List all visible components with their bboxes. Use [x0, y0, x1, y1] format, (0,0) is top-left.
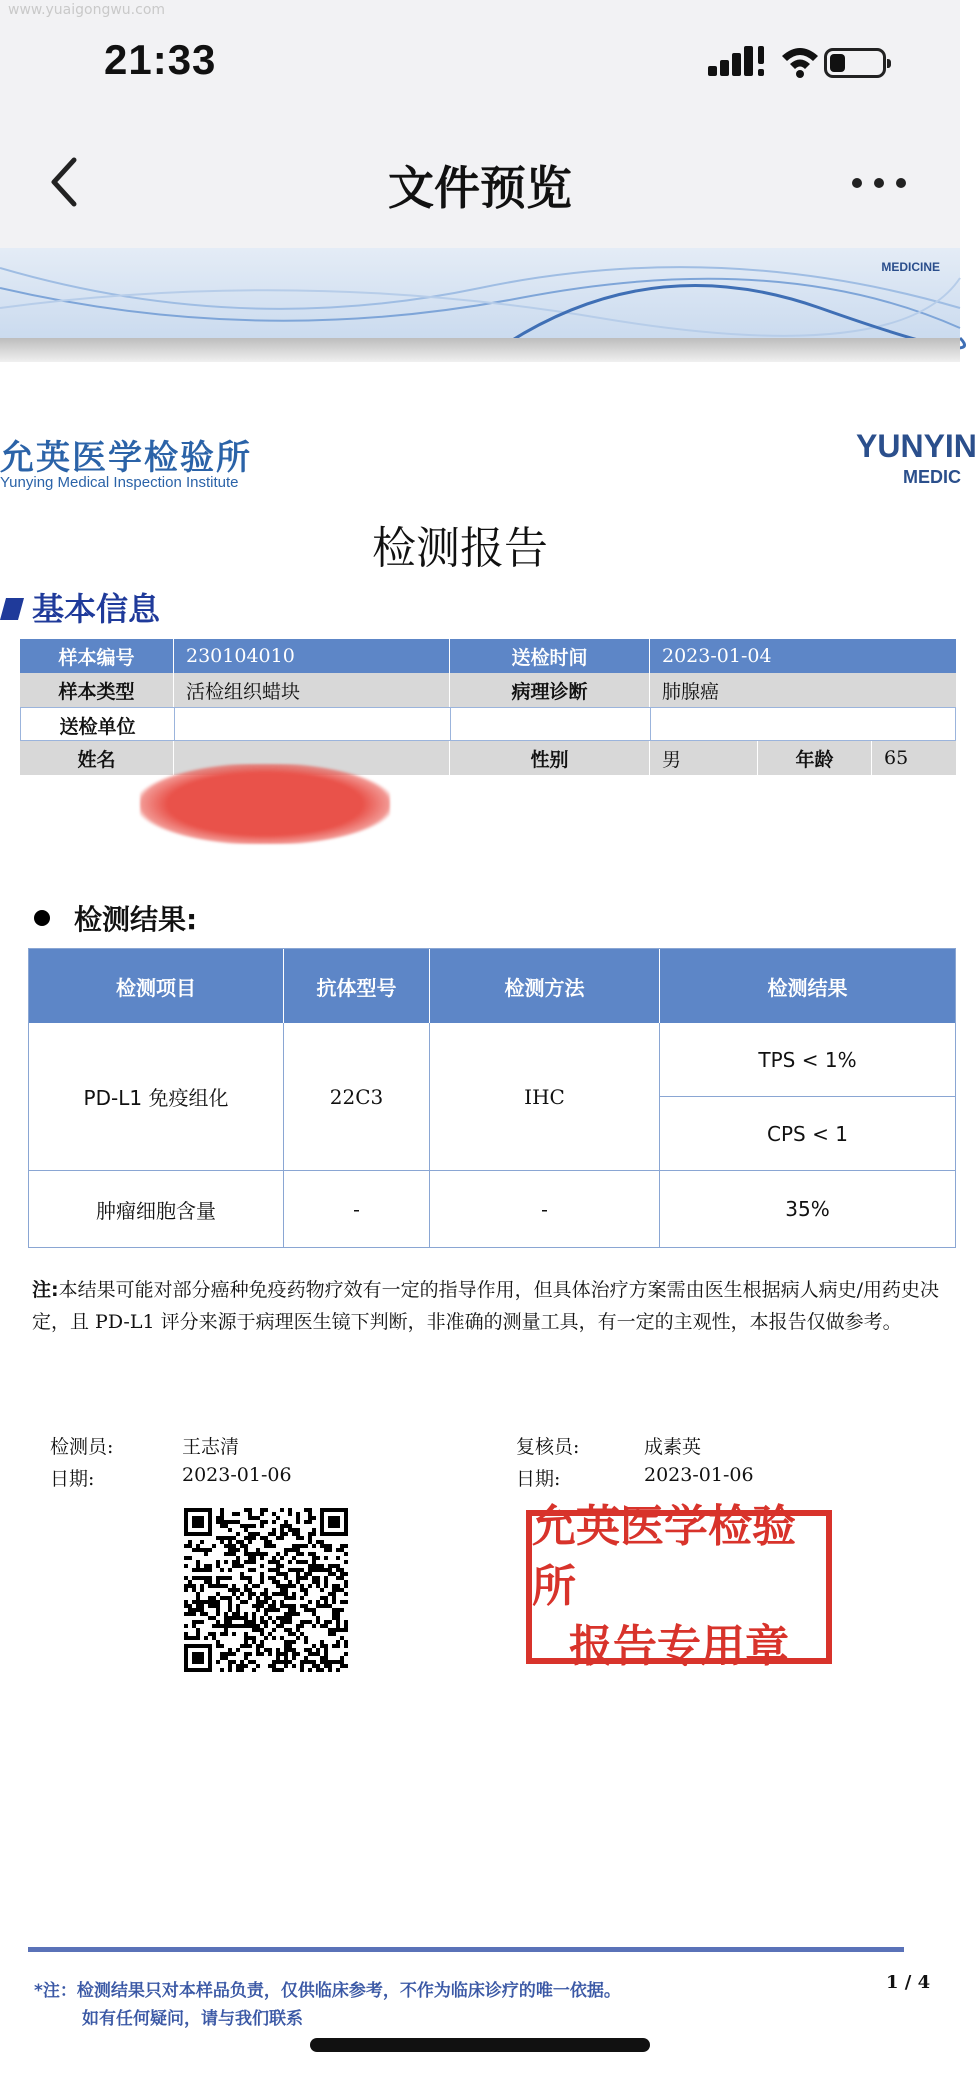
more-button[interactable] — [852, 168, 908, 196]
gender-label: 性别 — [450, 741, 650, 775]
sample-type-value: 活检组织蜡块 — [174, 673, 450, 707]
footer-divider — [28, 1947, 904, 1952]
info-row — [20, 639, 956, 673]
status-icons — [708, 44, 898, 84]
inspector-date-label: 日期: — [50, 1468, 95, 1490]
more-icon — [852, 178, 862, 188]
inspector-date: 2023-01-06 — [182, 1464, 292, 1486]
watermark: www.yuaigongwu.com — [8, 2, 166, 18]
report-note — [32, 1274, 940, 1338]
gender-value: 男 — [650, 741, 758, 775]
brand-logo-right-sub: MEDIC — [903, 467, 961, 487]
info-row — [20, 707, 956, 741]
report-page[interactable] — [0, 362, 977, 2079]
previous-page-strip[interactable] — [0, 248, 960, 348]
note-text: 本结果可能对部分癌种免疫药物疗效有一定的指导作用，但具体治疗方案需由医生根据病人病史/用药史决定，且 PD-L1 评分来源于病理医生镜下判断，非准确的测量工具，有一定的主观性，本报告仅做参考。 — [32, 1279, 940, 1333]
age-value: 65 — [884, 747, 909, 769]
report-title: 检测报告 — [372, 523, 548, 574]
table-cell-tps: TPS < 1% — [660, 1023, 955, 1097]
header-method: 检测方法 — [430, 949, 660, 1023]
inspector-label: 检测员: — [50, 1436, 114, 1458]
footer-note: *注：检测结果只对本样品负责，仅供临床参考，不作为临床诊疗的唯一依据。 — [34, 1981, 621, 2001]
page-title: 文件预览 — [388, 161, 572, 215]
status-time: 21:33 — [104, 36, 217, 83]
basic-info-table — [20, 639, 956, 776]
signal-icon — [708, 44, 768, 80]
brand-logo-right: YUNYIN — [856, 428, 977, 464]
wifi-icon — [780, 44, 820, 80]
logo-chinese: 允英医学检验所 — [0, 438, 252, 478]
table-cell-cps: CPS < 1 — [660, 1097, 955, 1171]
unit-value — [175, 708, 451, 742]
info-row — [20, 673, 956, 707]
wave-decoration — [0, 248, 960, 348]
stamp-line-1: 允英医学检验所 — [532, 1501, 796, 1612]
results-table-header — [29, 949, 955, 1023]
page-separator — [0, 338, 960, 362]
submit-time-value: 2023-01-04 — [662, 645, 772, 667]
header-item: 检测项目 — [29, 949, 284, 1023]
diagnosis-label: 病理诊断 — [450, 673, 650, 707]
age-label: 年龄 — [758, 741, 872, 775]
inspector-name: 王志清 — [182, 1436, 240, 1458]
sample-no-value: 230104010 — [174, 639, 450, 673]
home-indicator[interactable] — [310, 2038, 650, 2052]
sample-no-label: 样本编号 — [20, 639, 174, 673]
name-label: 姓名 — [20, 741, 174, 775]
reviewer-label: 复核员: — [516, 1436, 580, 1458]
section-results: 检测结果: — [74, 903, 198, 936]
reviewer-date-label: 日期: — [516, 1468, 561, 1490]
table-cell-method: - — [430, 1171, 660, 1247]
stamp-line-2: 报告专用章 — [569, 1621, 789, 1672]
battery-icon — [824, 48, 886, 78]
section-basic-info: 基本信息 — [32, 590, 161, 628]
section-marker-icon — [0, 598, 24, 620]
top-bar — [0, 0, 960, 248]
official-stamp — [526, 1501, 832, 1672]
page-number: 1 / 4 — [886, 1972, 931, 1993]
prev-page-brand: MEDICINE — [881, 260, 940, 274]
sample-type-label: 样本类型 — [20, 673, 174, 707]
logo-english: Yunying Medical Inspection Institute — [0, 474, 239, 491]
header-antibody: 抗体型号 — [284, 949, 430, 1023]
footer-contact: 如有任何疑问，请与我们联系 — [82, 2009, 303, 2029]
redaction-mark — [140, 764, 390, 844]
results-table — [28, 948, 956, 1248]
submit-time-label: 送检时间 — [450, 639, 650, 673]
table-cell-antibody: - — [284, 1171, 430, 1247]
table-cell-item: 肿瘤细胞含量 — [29, 1171, 284, 1247]
unit-label: 送检单位 — [21, 708, 175, 742]
qr-code[interactable] — [184, 1508, 348, 1672]
table-cell-item: PD-L1 免疫组化 — [29, 1023, 284, 1171]
note-label: 注: — [32, 1279, 59, 1301]
reviewer-date: 2023-01-06 — [644, 1464, 754, 1486]
table-cell-antibody: 22C3 — [284, 1023, 430, 1171]
header-result: 检测结果 — [767, 975, 848, 1000]
diagnosis-value: 肺腺癌 — [662, 680, 720, 703]
table-cell-method: IHC — [430, 1023, 660, 1171]
table-cell-result: 35% — [785, 1197, 830, 1221]
bullet-icon — [34, 910, 50, 926]
reviewer-name: 成素英 — [644, 1436, 702, 1458]
